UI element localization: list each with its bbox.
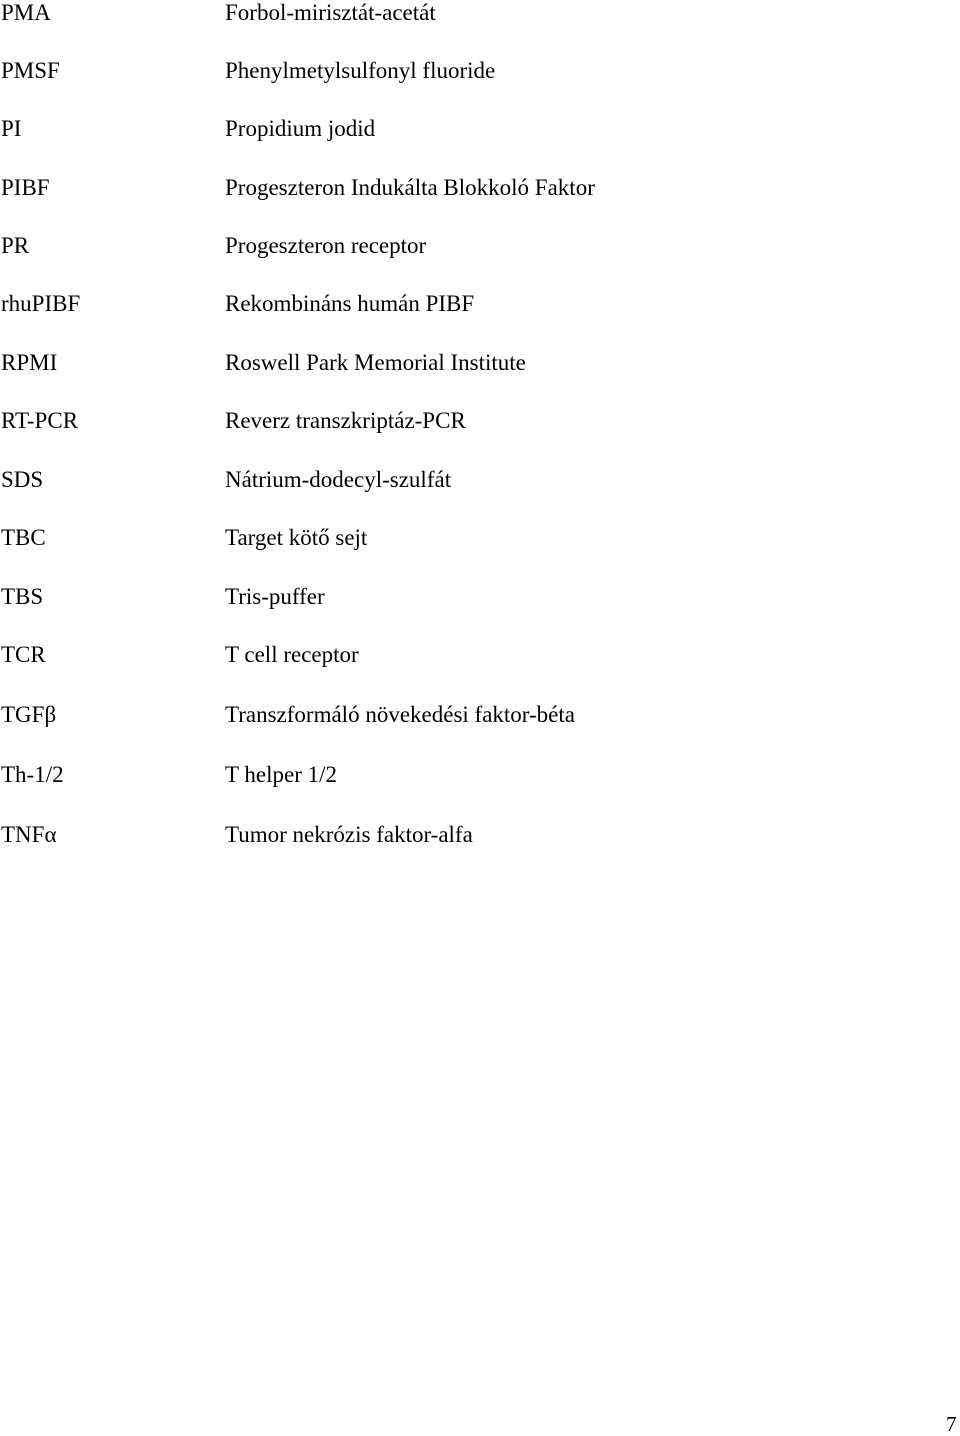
- list-item: [0, 0, 960, 40]
- definition: Nátrium-dodecyl-szulfát: [225, 467, 452, 492]
- abbreviation: TBS: [1, 584, 44, 609]
- abbreviation: RPMI: [1, 350, 58, 375]
- definition: Phenylmetylsulfonyl fluoride: [225, 58, 496, 83]
- definition: T cell receptor: [225, 642, 359, 667]
- definition: Progeszteron receptor: [225, 233, 427, 258]
- list-item: [0, 525, 960, 565]
- definition: Roswell Park Memorial Institute: [225, 350, 526, 375]
- list-item: [0, 116, 960, 156]
- list-item: [0, 233, 960, 273]
- abbreviation: SDS: [1, 467, 44, 492]
- list-item: [0, 584, 960, 624]
- abbreviation: Th-1/2: [1, 762, 64, 787]
- definition: Propidium jodid: [225, 116, 376, 141]
- list-item: [0, 291, 960, 331]
- definition: Reverz transzkriptáz-PCR: [225, 408, 466, 433]
- abbreviation: PMA: [1, 0, 51, 25]
- abbreviation: TBC: [1, 525, 46, 550]
- abbreviation: TGFβ: [1, 702, 57, 727]
- definition: Transzformáló növekedési faktor-béta: [225, 702, 575, 727]
- abbreviation: PR: [1, 233, 30, 258]
- abbreviation: RT-PCR: [1, 408, 79, 433]
- abbreviation: PMSF: [1, 58, 60, 83]
- definition: Rekombináns humán PIBF: [225, 291, 475, 316]
- abbreviation: rhuPIBF: [1, 291, 81, 316]
- list-item: [0, 642, 960, 682]
- abbreviation: TNFα: [1, 822, 57, 847]
- page-number: 7: [946, 1412, 957, 1436]
- definition: Progeszteron Indukálta Blokkoló Faktor: [225, 175, 595, 200]
- definition: Target kötő sejt: [225, 525, 368, 550]
- abbreviation: PI: [1, 116, 22, 141]
- definition: Forbol-mirisztát-acetát: [225, 0, 436, 25]
- definition: Tumor nekrózis faktor-alfa: [225, 822, 473, 847]
- definition: T helper 1/2: [225, 762, 337, 787]
- list-item: [0, 467, 960, 507]
- list-item: [0, 762, 960, 802]
- list-item: [0, 175, 960, 215]
- list-item: [0, 58, 960, 98]
- abbreviation: TCR: [1, 642, 46, 667]
- abbreviation: PIBF: [1, 175, 50, 200]
- list-item: [0, 408, 960, 448]
- list-item: [0, 822, 960, 862]
- list-item: [0, 702, 960, 742]
- list-item: [0, 350, 960, 390]
- definition: Tris-puffer: [225, 584, 325, 609]
